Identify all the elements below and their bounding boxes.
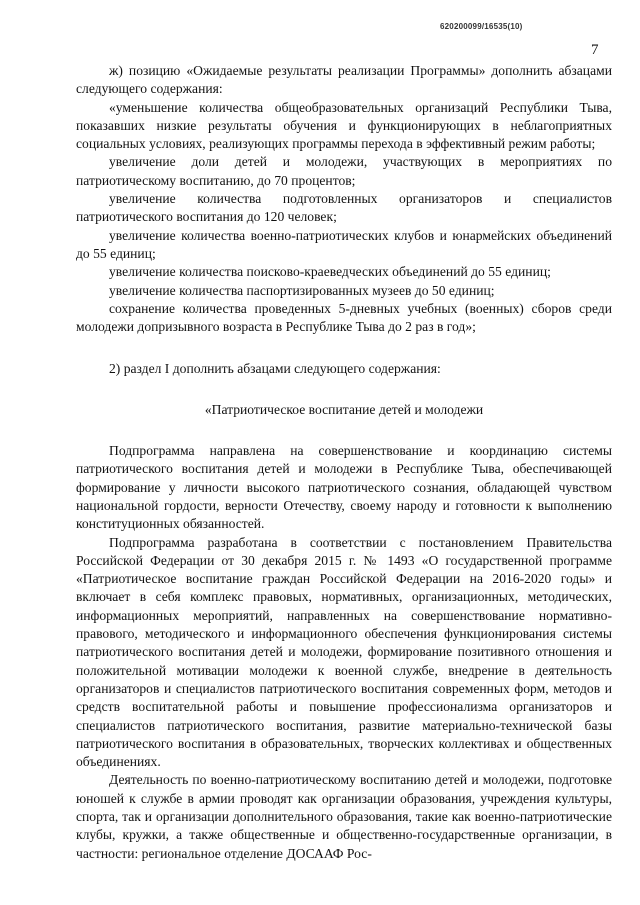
- paragraph-result-3: увеличение количества подготовленных организаторов и специалистов патриотического воспитания до 120 человек;: [76, 191, 612, 225]
- paragraph-item-zh: ж) позицию «Ожидаемые результаты реализации Программы» дополнить абзацами следующего содержания:: [76, 63, 612, 97]
- page-number: 7: [591, 42, 599, 58]
- paragraph-result-5: увеличение количества поисково-краеведческих объединений до 55 единиц;: [109, 264, 551, 280]
- paragraph-section-2-intro: 2) раздел I дополнить абзацами следующего содержания:: [109, 361, 441, 377]
- spacer: [76, 336, 612, 360]
- document-registration-number: 620200099/16535(10): [440, 22, 523, 31]
- paragraph-activities: Деятельность по военно-патриотическому воспитанию детей и молодежи, подготовке юношей к службе в армии проводят как организации образования, учреждения культуры, спорта, так и организации дополнительного образования, такие как военно-патриотические клубы, кружки, а также общественные и общественно-государственные организации, в частности: региональное отделение ДОСААФ Рос-: [76, 772, 612, 861]
- paragraph-subprogram-purpose: Подпрограмма направлена на совершенствование и координацию системы патриотического воспитания детей и молодежи в Республике Тыва, обеспечивающей формирование у личности высокого патриотического сознания, обладающей чувством национальной гордости, верности Отечеству, своему народу и готовности к выполнению конституционных обязанностей.: [76, 443, 612, 532]
- paragraph-result-2: увеличение доли детей и молодежи, участвующих в мероприятиях по патриотическому воспитанию, до 70 процентов;: [76, 154, 612, 188]
- section-heading: «Патриотическое воспитание детей и молодежи: [204, 401, 484, 417]
- paragraph-result-7: сохранение количества проведенных 5-дневных учебных (военных) сборов среди молодежи допризывного возраста в Республике Тыва до 2 раз в год»;: [76, 300, 612, 335]
- document-body: [76, 62, 612, 863]
- paragraph-result-6: увеличение количества паспортизированных музеев до 50 единиц;: [109, 282, 495, 298]
- paragraph-result-1: «уменьшение количества общеобразовательных организаций Республики Тыва, показавших низкие результаты обучения и функционирующих в неблагоприятных социальных условиях, реализующих программы перехода в эффективный режим работы;: [76, 99, 612, 152]
- spacer: [76, 419, 612, 442]
- paragraph-result-4: увеличение количества военно-патриотических клубов и юнармейских объединений до 55 единиц;: [76, 227, 612, 261]
- spacer: [76, 379, 612, 401]
- paragraph-subprogram-basis: Подпрограмма разработана в соответствии с постановлением Правительства Российской Федерации от 30 декабря 2015 г. № 1493 «О государственной программе «Патриотическое воспитание граждан Российской Федерации на 2016-2020 годы» и включает в себя комплекс правовых, нормативных, организационных, методических, информационных мероприятий, направленных на совершенствование нормативно-правового, методического и информационного обеспечения функционирования системы патриотического воспитания детей и молодежи, формирование позитивного отношения и положительной мотивации молодежи к военной службе, внедрение в деятельность организаторов и специалистов патриотического воспитания современных форм, методов и средств воспитательной работы и повышение профессионализма организаторов и специалистов патриотического воспитания, развитие материально-технической базы патриотического воспитания в образовательных, творческих коллективах и общественных объединениях.: [76, 534, 612, 770]
